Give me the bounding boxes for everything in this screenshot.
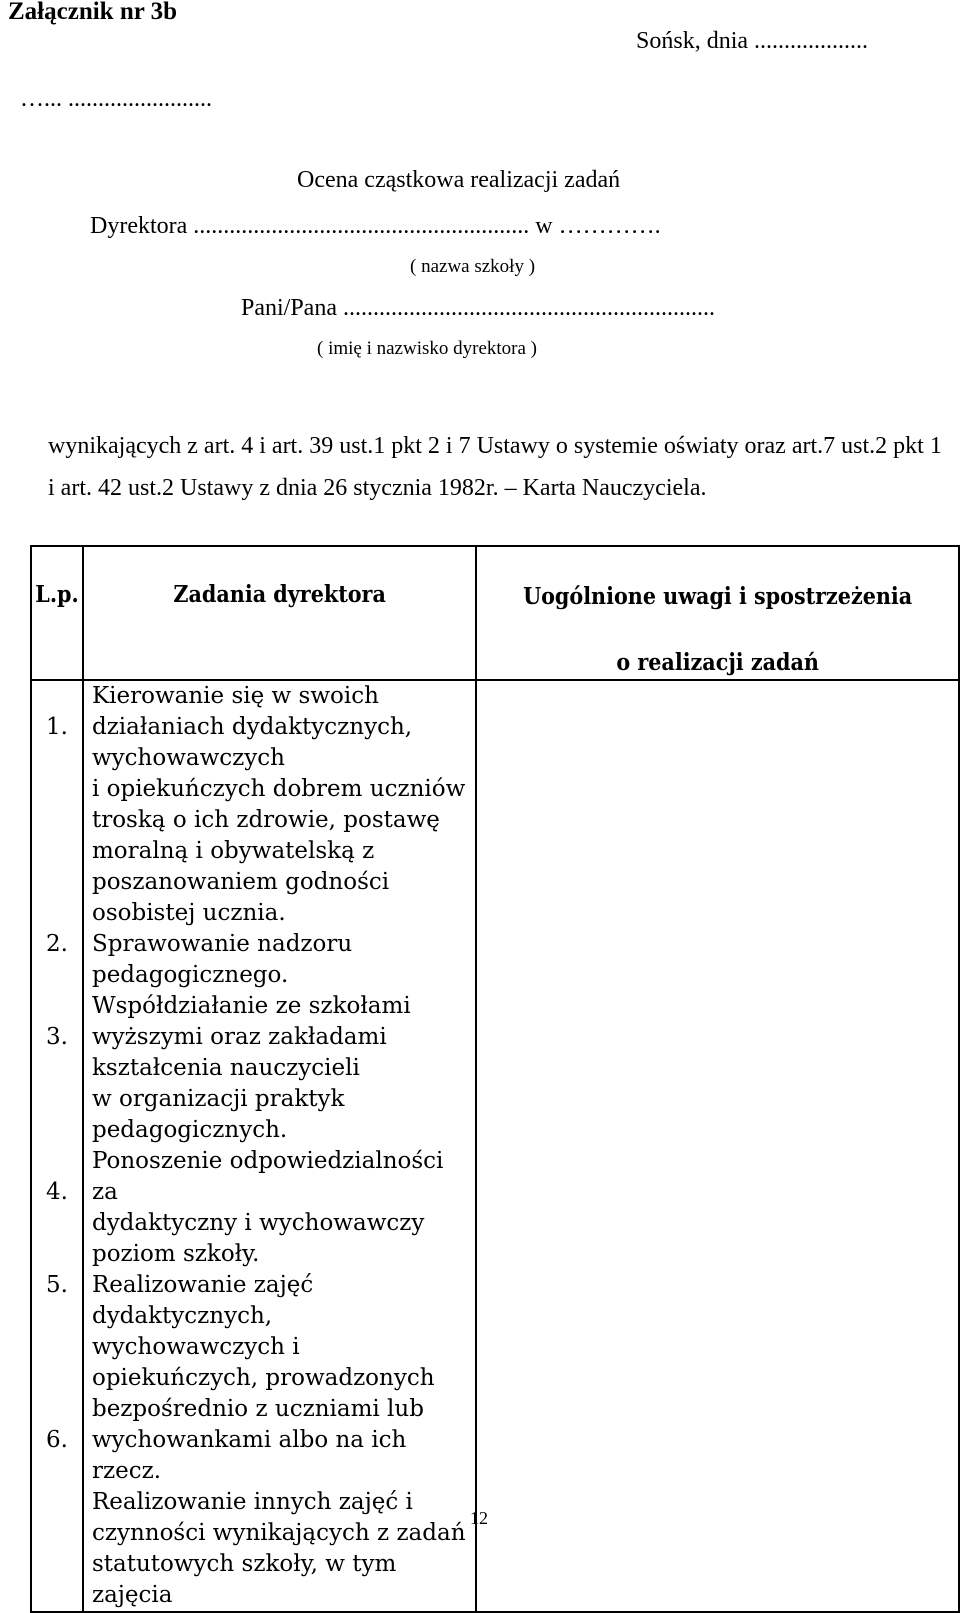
place-date-line: Sońsk, dnia ................... xyxy=(636,28,869,54)
task-line: działaniach dydaktycznych, xyxy=(91,714,413,740)
row-number: 2. xyxy=(46,931,68,957)
task-line: osobistej ucznia. xyxy=(91,900,286,926)
pani-pana-line: Pani/Pana .............................................................. xyxy=(241,295,715,321)
task-line: i opiekuńczych dobrem uczniów xyxy=(91,776,466,802)
task-line: Kierowanie się w swoich xyxy=(91,683,379,709)
task-line: czynności wynikających z zadań xyxy=(91,1520,466,1546)
page-number: 12 xyxy=(470,1508,488,1528)
task-line: Współdziałanie ze szkołami xyxy=(91,993,411,1019)
row-number: 1. xyxy=(46,714,68,740)
director-name-note: ( imię i nazwisko dyrektora ) xyxy=(317,338,538,359)
table-body-row xyxy=(31,680,959,1612)
task-line: moralną i obywatelską z xyxy=(91,838,375,864)
task-line: Realizowanie innych zajęć i xyxy=(91,1489,413,1515)
task-line: statutowych szkoły, w tym zajęcia xyxy=(91,1551,397,1608)
annex-title: Załącznik nr 3b xyxy=(8,0,178,25)
header-notes-label-1: Uogólnione uwagi i spostrzeżenia xyxy=(523,583,913,610)
school-name-note: ( nazwa szkoły ) xyxy=(410,256,536,277)
notes-cell[interactable] xyxy=(476,680,959,1612)
task-line: wyższymi oraz zakładami xyxy=(91,1024,387,1050)
task-line: w organizacji praktyk xyxy=(91,1086,345,1112)
table-header-row xyxy=(31,546,959,680)
task-line: Realizowanie zajęć xyxy=(91,1272,314,1298)
task-line: Sprawowanie nadzoru xyxy=(91,931,353,957)
form-heading: Ocena cząstkowa realizacji zadań xyxy=(297,167,621,193)
task-line: wychowawczych xyxy=(91,745,285,771)
task-line: poziom szkoły. xyxy=(91,1241,260,1267)
task-column xyxy=(83,680,476,1612)
row-number: 6. xyxy=(46,1427,68,1453)
task-line: dydaktycznych, wychowawczych i xyxy=(91,1303,300,1360)
task-line: Ponoszenie odpowiedzialności za xyxy=(91,1148,444,1205)
task-line: wychowankami albo na ich rzecz. xyxy=(91,1427,407,1484)
task-line: bezpośrednio z uczniami lub xyxy=(91,1396,424,1422)
row-number: 4. xyxy=(46,1179,68,1205)
task-line: troską o ich zdrowie, postawę xyxy=(91,807,440,833)
task-line: kształcenia nauczycieli xyxy=(91,1055,360,1081)
header-notes-label-2: o realizacji zadań xyxy=(616,649,819,676)
task-line: opiekuńczych, prowadzonych xyxy=(91,1365,435,1391)
signature-dots-line: …... ........................ xyxy=(20,86,212,112)
director-line: Dyrektora ........................................................ w …………. xyxy=(90,213,661,239)
legal-basis-text: wynikających z art. 4 i art. 39 ust.1 pkt 2 i 7 Ustawy o systemie oświaty oraz art.7 ust.2 pkt 1 i art. 42 ust.2 Ustawy z dnia 26 stycznia 1982r. – Karta Nauczyciela. xyxy=(48,433,942,501)
task-line: pedagogicznych. xyxy=(91,1117,288,1143)
header-task-label: Zadania dyrektora xyxy=(173,581,386,608)
task-line: dydaktyczny i wychowawczy xyxy=(91,1210,425,1236)
lp-column xyxy=(31,680,83,1612)
tasks-table xyxy=(30,545,960,1613)
row-number: 5. xyxy=(46,1272,68,1298)
header-notes xyxy=(476,546,959,680)
row-number: 3. xyxy=(46,1024,68,1050)
task-line: pedagogicznego. xyxy=(91,962,289,988)
task-line: poszanowaniem godności xyxy=(91,869,390,895)
header-task xyxy=(83,546,476,680)
header-lp xyxy=(31,546,83,680)
header-lp-label: L.p. xyxy=(35,581,79,608)
